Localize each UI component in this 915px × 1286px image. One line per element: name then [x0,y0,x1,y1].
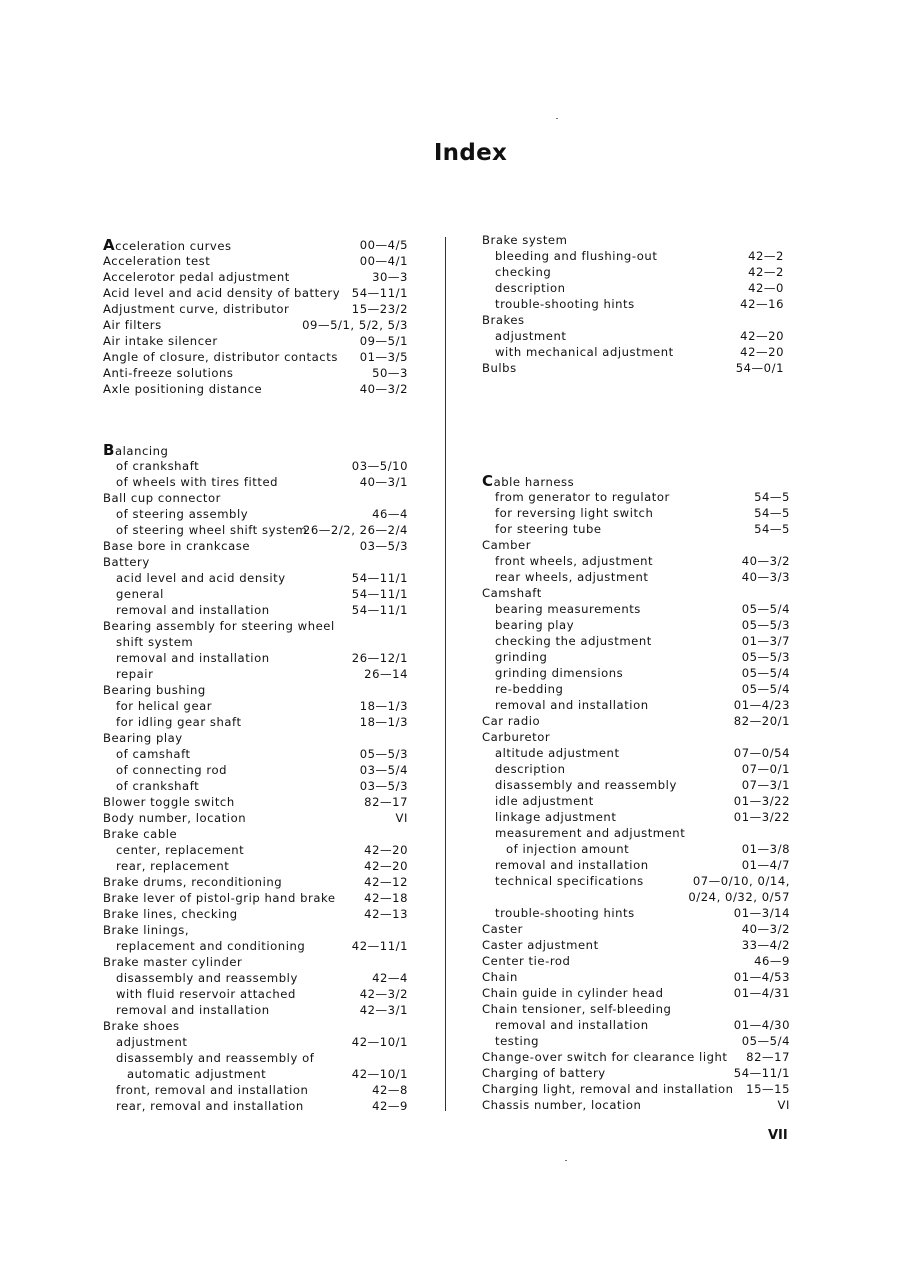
entry-page-ref: 40—3/2 [359,382,408,396]
entry-page-ref: 54—11/1 [351,587,408,601]
index-entry [482,248,784,264]
entry-page-ref: 05—5/4 [741,666,790,680]
entry-label: Axle positioning distance [103,382,263,396]
index-entry [482,1049,790,1065]
entry-page-ref: 30—3 [372,270,408,284]
entry-page-ref: 54—0/1 [735,361,784,375]
entry-label: for steering tube [495,522,602,536]
index-entry [103,1034,408,1050]
entry-label: Caster adjustment [482,938,599,952]
entry-label: Adjustment curve, distributor [103,302,290,316]
index-entry [103,714,408,730]
entry-page-ref: VI [777,1098,790,1112]
entry-label: bearing play [495,618,575,632]
index-entry [482,521,790,537]
index-entry [103,1050,408,1066]
entry-page-ref: 42—8 [372,1083,408,1097]
index-entry [482,473,790,489]
entry-page-ref: 42—20 [364,843,408,857]
entry-page-ref: 05—5/4 [741,602,790,616]
entry-label-text: alancing [114,444,169,458]
entry-page-ref: 54—11/1 [351,603,408,617]
index-entry [103,970,408,986]
entry-page-ref: 01—4/23 [733,698,790,712]
entry-label: of camshaft [116,747,191,761]
entry-label: replacement and conditioning [116,939,306,953]
index-entry [482,889,790,905]
scan-speck [565,1160,567,1161]
index-entry [482,601,790,617]
entry-label: removal and installation [495,1018,649,1032]
entry-label: checking [495,265,552,279]
index-entry [482,745,790,761]
entry-label: bearing measurements [495,602,641,616]
entry-label: Air filters [103,318,162,332]
entry-page-ref: 18—1/3 [359,715,408,729]
entry-label: description [495,762,566,776]
index-entry [482,937,790,953]
index-entry [103,1066,408,1082]
entry-page-ref: 54—5 [754,522,790,536]
entry-label: Angle of closure, distributor contacts [103,350,338,364]
section-initial-letter: C [482,472,494,490]
entry-label: rear, removal and installation [116,1099,304,1113]
index-entry [482,633,790,649]
index-entry [482,793,790,809]
index-entry [103,458,408,474]
entry-page-ref: 40—3/2 [741,922,790,936]
entry-label: Car radio [482,714,541,728]
index-entry [103,602,408,618]
index-entry [103,650,408,666]
entry-label: Brake master cylinder [103,955,243,969]
entry-label: general [116,587,164,601]
index-entry [103,890,408,906]
index-entry [482,681,790,697]
entry-page-ref: VI [395,811,408,825]
entry-page-ref: 00—4/5 [359,238,408,252]
index-entry [103,349,408,365]
index-entry [482,985,790,1001]
index-entry [103,1002,408,1018]
entry-label: Brake drums, reconditioning [103,875,283,889]
entry-page-ref: 09—5/1 [359,334,408,348]
entry-label: Accelerotor pedal adjustment [103,270,290,284]
entry-label: technical specifications [495,874,644,888]
index-entry [103,474,408,490]
entry-label: of crankshaft [116,459,200,473]
index-entry [103,317,408,333]
index-entry [482,665,790,681]
entry-page-ref: 01—4/53 [733,970,790,984]
column-divider [445,237,446,1111]
entry-label: removal and installation [116,603,270,617]
index-entry [482,729,790,745]
entry-label: Brake system [482,233,568,247]
entry-page-ref: 54—5 [754,506,790,520]
entry-page-ref: 00—4/1 [359,254,408,268]
entry-label: Brake linings, [103,923,190,937]
index-entry [103,538,408,554]
entry-label: disassembly and reassembly [495,778,677,792]
index-entry [103,490,408,506]
index-entry [103,906,408,922]
index-entry [103,682,408,698]
entry-label: Brake shoes [103,1019,180,1033]
index-entry [103,618,408,634]
index-entry [482,857,790,873]
index-entry [482,553,790,569]
index-entry [103,506,408,522]
entry-label: Chain [482,970,518,984]
index-entry [103,570,408,586]
entry-page-ref: 26—12/1 [351,651,408,665]
entry-label: removal and installation [116,651,270,665]
entry-label: of crankshaft [116,779,200,793]
entry-label: front, removal and installation [116,1083,309,1097]
entry-page-ref: 42—13 [364,907,408,921]
index-entry [103,253,408,269]
index-entry [482,537,790,553]
entry-page-ref: 40—3/1 [359,475,408,489]
entry-label: Chassis number, location [482,1098,642,1112]
entry-page-ref: 01—3/7 [741,634,790,648]
index-entry [103,922,408,938]
index-entry [482,1097,790,1113]
entry-page-ref: 42—10/1 [351,1035,408,1049]
entry-label: Carburetor [482,730,551,744]
entry-page-ref: 42—18 [364,891,408,905]
index-entry [482,1081,790,1097]
index-entry [103,954,408,970]
entry-label: trouble-shooting hints [495,906,635,920]
entry-page-ref: 01—3/14 [733,906,790,920]
index-entry [482,280,784,296]
index-entry [103,1082,408,1098]
entry-label: Brakes [482,313,525,327]
index-entry [103,237,408,253]
entry-label: Anti-freeze solutions [103,366,234,380]
index-entry [482,617,790,633]
entry-page-ref: 42—3/2 [359,987,408,1001]
entry-page-ref: 42—4 [372,971,408,985]
entry-label: Battery [103,555,150,569]
entry-label: of injection amount [506,842,630,856]
entry-label: Acid level and acid density of battery [103,286,341,300]
entry-label: Center tie-rod [482,954,571,968]
entry-page-ref: 50—3 [372,366,408,380]
entry-label: adjustment [495,329,567,343]
entry-label: Chain guide in cylinder head [482,986,664,1000]
index-entry [482,505,790,521]
entry-label: checking the adjustment [495,634,652,648]
index-entry [482,1001,790,1017]
entry-page-ref: 05—5/4 [741,1034,790,1048]
entry-label: re-bedding [495,682,564,696]
entry-label: Chain tensioner, self-bleeding [482,1002,672,1016]
entry-label: disassembly and reassembly [116,971,298,985]
entry-page-ref: 09—5/1, 5/2, 5/3 [302,318,408,332]
index-entry [103,826,408,842]
entry-page-ref: 42—3/1 [359,1003,408,1017]
entry-page-ref: 03—5/4 [359,763,408,777]
entry-page-ref: 01—4/30 [733,1018,790,1032]
entry-page-ref: 07—0/1 [741,762,790,776]
index-entry [482,1033,790,1049]
entry-page-ref: 82—20/1 [733,714,790,728]
index-entry [103,634,408,650]
entry-page-ref: 26—14 [364,667,408,681]
entry-page-ref: 07—0/54 [733,746,790,760]
index-entry [103,1018,408,1034]
index-entry [103,778,408,794]
entry-page-ref: 01—4/31 [733,986,790,1000]
index-entry [482,825,790,841]
entry-label: for helical gear [116,699,213,713]
index-entry [103,810,408,826]
index-entry [103,554,408,570]
index-entry [103,874,408,890]
entry-label: Change-over switch for clearance light [482,1050,728,1064]
entry-label: disassembly and reassembly of [116,1051,315,1065]
entry-label: of steering assembly [116,507,249,521]
index-entry [103,858,408,874]
entry-page-ref: 82—17 [364,795,408,809]
index-entry [482,761,790,777]
index-entry [103,586,408,602]
entry-label: Charging light, removal and installation [482,1082,734,1096]
entry-label: removal and installation [495,858,649,872]
index-entry [482,312,784,328]
entry-label: rear wheels, adjustment [495,570,649,584]
entry-label: with mechanical adjustment [495,345,674,359]
index-entry [482,873,790,889]
index-entry [103,794,408,810]
entry-page-ref: 0/24, 0/32, 0/57 [688,890,790,904]
entry-page-ref: 33—4/2 [741,938,790,952]
index-entry [482,232,784,248]
entry-label: Bearing play [103,731,183,745]
index-entry [103,522,408,538]
entry-page-ref: 42—11/1 [351,939,408,953]
entry-page-ref: 46—4 [372,507,408,521]
index-entry [482,953,790,969]
entry-page-ref: 07—3/1 [741,778,790,792]
entry-label: rear, replacement [116,859,230,873]
index-entry [103,269,408,285]
entry-page-ref: 05—5/3 [359,747,408,761]
entry-page-ref: 01—4/7 [741,858,790,872]
entry-label: Brake cable [103,827,178,841]
entry-label: linkage adjustment [495,810,617,824]
entry-page-ref: 42—2 [748,265,784,279]
entry-page-ref: 42—10/1 [351,1067,408,1081]
entry-label: adjustment [116,1035,188,1049]
entry-label: Camshaft [482,586,542,600]
index-entry [482,489,790,505]
entry-label: trouble-shooting hints [495,297,635,311]
entry-label: idle adjustment [495,794,594,808]
entry-page-ref: 42—20 [364,859,408,873]
entry-label: Caster [482,922,523,936]
entry-label: Brake lever of pistol-grip hand brake [103,891,336,905]
entry-label: of wheels with tires fitted [116,475,279,489]
entry-label: of steering wheel shift system [116,523,308,537]
page-title: Index [433,140,508,166]
entry-label: Brake lines, checking [103,907,238,921]
index-column-left-b [103,442,408,1114]
page-number: VII [768,1128,788,1143]
index-entry [482,841,790,857]
entry-page-ref: 15—23/2 [351,302,408,316]
index-entry [482,264,784,280]
index-entry [103,301,408,317]
entry-page-ref: 42—9 [372,1099,408,1113]
entry-label: from generator to regulator [495,490,670,504]
entry-label: testing [495,1034,540,1048]
index-column-right-a [482,232,784,376]
entry-page-ref: 03—5/3 [359,539,408,553]
entry-page-ref: 54—11/1 [351,571,408,585]
entry-page-ref: 40—3/3 [741,570,790,584]
index-entry [103,746,408,762]
entry-label: of connecting rod [116,763,228,777]
index-entry [482,697,790,713]
entry-label: Camber [482,538,532,552]
entry-label: bleeding and flushing-out [495,249,658,263]
entry-label: Body number, location [103,811,247,825]
entry-label: Ball cup connector [103,491,221,505]
index-entry [482,649,790,665]
index-entry [103,666,408,682]
index-entry [103,938,408,954]
entry-page-ref: 05—5/3 [741,650,790,664]
entry-label: removal and installation [116,1003,270,1017]
index-entry [103,986,408,1002]
entry-label: Air intake silencer [103,334,218,348]
index-entry [103,381,408,397]
entry-label: Acceleration test [103,254,211,268]
entry-page-ref: 46—9 [754,954,790,968]
index-entry [482,1065,790,1081]
entry-label: center, replacement [116,843,245,857]
index-column-left-a [103,237,408,397]
entry-label: Bulbs [482,361,517,375]
entry-label-text: able harness [493,475,575,489]
section-initial-letter: B [103,441,115,459]
entry-label: altitude adjustment [495,746,620,760]
entry-label: front wheels, adjustment [495,554,654,568]
entry-page-ref: 54—11/1 [733,1066,790,1080]
entry-label: Bearing bushing [103,683,206,697]
index-entry [103,842,408,858]
index-entry [482,921,790,937]
entry-page-ref: 01—3/22 [733,810,790,824]
entry-label: grinding dimensions [495,666,624,680]
index-entry [482,713,790,729]
index-entry [482,905,790,921]
entry-label: for reversing light switch [495,506,654,520]
index-entry [103,333,408,349]
index-entry [482,585,790,601]
entry-page-ref: 03—5/3 [359,779,408,793]
entry-label: description [495,281,566,295]
index-entry [482,296,784,312]
entry-page-ref: 26—2/2, 26—2/4 [302,523,408,537]
entry-label: repair [116,667,154,681]
entry-page-ref: 15—15 [746,1082,790,1096]
entry-page-ref: 42—16 [740,297,784,311]
entry-label: with fluid reservoir attached [116,987,296,1001]
entry-label: shift system [116,635,194,649]
entry-page-ref: 01—3/5 [359,350,408,364]
entry-label: for idling gear shaft [116,715,242,729]
index-entry [482,809,790,825]
entry-page-ref: 42—12 [364,875,408,889]
index-entry [103,698,408,714]
index-entry [103,1098,408,1114]
entry-label-text: cceleration curves [115,239,232,253]
section-initial-letter: A [103,236,116,254]
entry-label: Charging of battery [482,1066,606,1080]
entry-label: grinding [495,650,548,664]
entry-page-ref: 01—3/22 [733,794,790,808]
entry-page-ref: 05—5/4 [741,682,790,696]
index-entry [103,762,408,778]
entry-page-ref: 03—5/10 [351,459,408,473]
index-entry [482,569,790,585]
entry-page-ref: 42—0 [748,281,784,295]
entry-label: automatic adjustment [127,1067,267,1081]
index-entry [103,442,408,458]
index-entry [482,969,790,985]
entry-label: Base bore in crankcase [103,539,251,553]
index-entry [482,1017,790,1033]
index-entry [482,777,790,793]
index-entry [482,328,784,344]
entry-label [103,237,232,254]
entry-label: removal and installation [495,698,649,712]
entry-page-ref: 82—17 [746,1050,790,1064]
entry-page-ref: 07—0/10, 0/14, [692,874,790,888]
index-entry [103,365,408,381]
index-entry [482,360,784,376]
entry-page-ref: 42—20 [740,329,784,343]
index-entry [103,285,408,301]
entry-page-ref: 18—1/3 [359,699,408,713]
entry-label [103,442,168,459]
entry-label: acid level and acid density [116,571,286,585]
entry-page-ref: 42—20 [740,345,784,359]
entry-page-ref: 40—3/2 [741,554,790,568]
entry-page-ref: 54—5 [754,490,790,504]
entry-page-ref: 42—2 [748,249,784,263]
entry-label: Blower toggle switch [103,795,235,809]
entry-label [482,473,574,490]
entry-page-ref: 54—11/1 [351,286,408,300]
scan-speck [556,118,558,119]
entry-label: Bearing assembly for steering wheel [103,619,335,633]
entry-label: measurement and adjustment [495,826,686,840]
entry-page-ref: 05—5/3 [741,618,790,632]
entry-page-ref: 01—3/8 [741,842,790,856]
index-entry [482,344,784,360]
index-entry [103,730,408,746]
index-column-right-b [482,473,790,1113]
